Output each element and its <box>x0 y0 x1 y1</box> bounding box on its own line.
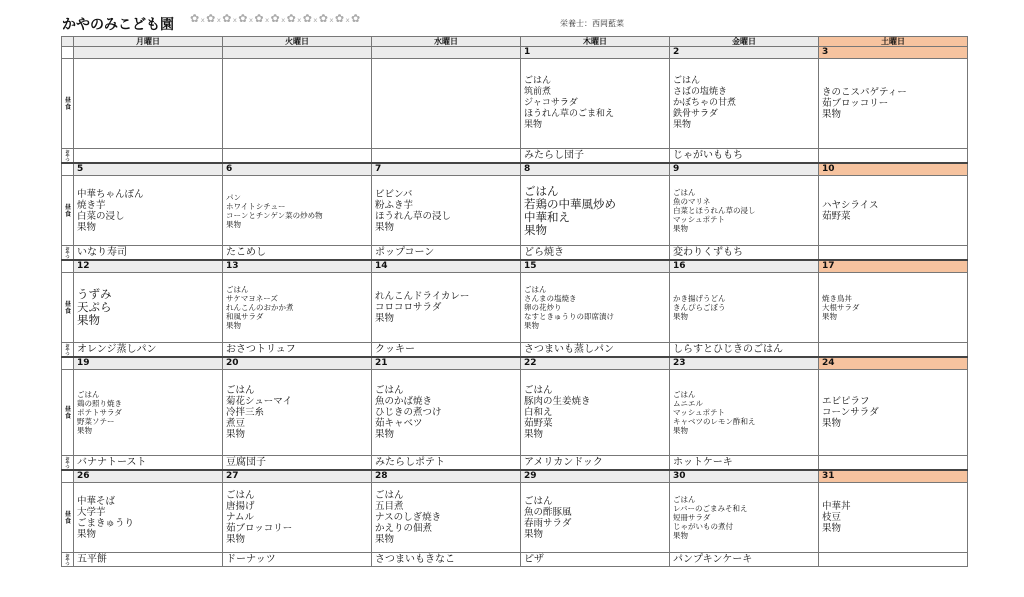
snack-label: おやつ <box>62 553 74 567</box>
lunch-item: さんまの塩焼き <box>524 294 577 303</box>
date-row-side <box>62 357 74 370</box>
lunch-cell <box>819 483 968 553</box>
lunch-item: ナスのしぎ焼き <box>375 512 442 523</box>
lunch-item: 中華丼 <box>822 501 851 512</box>
lunch-cell <box>372 176 521 246</box>
date-cell: 5 <box>74 163 223 176</box>
flower-decoration: ✿ₓ✿ₓ✿ₓ✿ₓ✿ₓ✿ₓ✿ₓ✿ₓ✿ₓ✿ₓ✿ <box>190 12 362 25</box>
lunch-item: れんこんのおかか煮 <box>226 303 294 312</box>
lunch-item: ごまきゅうり <box>77 517 135 529</box>
snack-cell: たこめし <box>223 246 372 261</box>
lunch-item: 野菜ソテー <box>77 417 115 426</box>
lunch-item: 果物 <box>375 313 395 324</box>
lunch-cell <box>819 59 968 149</box>
lunch-item: 大根サラダ <box>822 303 860 312</box>
snack-cell <box>223 149 372 164</box>
lunch-item: 果物 <box>375 429 395 440</box>
lunch-cell <box>372 370 521 456</box>
lunch-item: 焼き鳥丼 <box>822 294 852 303</box>
lunch-item: 果物 <box>673 224 688 233</box>
lunch-item: 果物 <box>524 528 544 540</box>
lunch-item: サケマヨネーズ <box>226 294 278 303</box>
snack-cell <box>74 149 223 164</box>
snack-label: おやつ <box>62 149 74 164</box>
snack-label: おやつ <box>62 246 74 261</box>
snack-cell: ピザ <box>521 553 670 567</box>
lunch-item: ごはん <box>673 188 696 197</box>
lunch-item: 白菜とほうれん草の浸し <box>673 206 756 215</box>
weekday-header-tue: 火曜日 <box>223 37 372 47</box>
date-cell: 1 <box>521 47 670 59</box>
snack-cell: しらすとひじきのごはん <box>670 343 819 358</box>
lunch-cell <box>223 370 372 456</box>
date-row-side <box>62 260 74 273</box>
date-cell <box>372 47 521 59</box>
lunch-item: 鶏の照り焼き <box>77 399 122 408</box>
date-cell: 16 <box>670 260 819 273</box>
lunch-item: 果物 <box>375 534 395 545</box>
lunch-item: 果物 <box>822 523 842 534</box>
lunch-item: 果物 <box>226 429 246 440</box>
lunch-item: 中華和え <box>524 209 570 224</box>
date-cell: 21 <box>372 357 521 370</box>
lunch-item: なすときゅうりの即席漬け <box>524 312 614 321</box>
lunch-cell <box>670 59 819 149</box>
lunch-row <box>62 273 968 343</box>
lunch-cell <box>819 370 968 456</box>
snack-cell <box>819 553 968 567</box>
lunch-cell <box>74 370 223 456</box>
date-cell: 30 <box>670 470 819 483</box>
lunch-item: 冷拌三糸 <box>226 407 265 418</box>
lunch-item: 煮豆 <box>226 418 246 429</box>
date-row <box>62 260 968 273</box>
date-cell: 26 <box>74 470 223 483</box>
lunch-item: レバーのごまみそ和え <box>673 504 748 513</box>
snack-cell: ポップコーン <box>372 246 521 261</box>
date-cell: 29 <box>521 470 670 483</box>
lunch-item: 枝豆 <box>822 512 842 523</box>
lunch-cell <box>819 273 968 343</box>
lunch-item: 果物 <box>524 429 544 440</box>
lunch-item: 果物 <box>375 221 395 233</box>
snack-cell: パンプキンケーキ <box>670 553 819 567</box>
snack-cell: クッキー <box>372 343 521 358</box>
date-row <box>62 470 968 483</box>
lunch-item: 和風サラダ <box>226 312 264 321</box>
lunch-cell <box>521 483 670 553</box>
lunch-item: 果物 <box>524 321 539 330</box>
lunch-item: ビビンバ <box>375 188 413 200</box>
lunch-item: ひじきの煮つけ <box>375 407 442 418</box>
date-cell <box>74 47 223 59</box>
lunch-cell <box>223 176 372 246</box>
lunch-item: 粉ふき芋 <box>375 199 414 211</box>
lunch-item: 魚の酢豚風 <box>524 506 572 518</box>
weeks-body <box>62 47 968 567</box>
lunch-item: パン <box>226 192 241 202</box>
lunch-item: ジャコサラダ <box>524 98 578 108</box>
snack-cell: オレンジ蒸しパン <box>74 343 223 358</box>
lunch-item: 果物 <box>226 321 241 330</box>
date-cell: 14 <box>372 260 521 273</box>
snack-cell: アメリカンドック <box>521 456 670 471</box>
snack-cell: 豆腐団子 <box>223 456 372 471</box>
lunch-cell <box>521 273 670 343</box>
lunch-item: 筑前煮 <box>524 87 552 97</box>
lunch-item: キャベツのレモン酢和え <box>673 417 756 426</box>
lunch-item: れんこんドライカレー <box>375 291 470 302</box>
lunch-item: 白菜の浸し <box>77 210 125 222</box>
lunch-cell <box>372 59 521 149</box>
lunch-item: 大学芋 <box>77 506 106 518</box>
lunch-cell <box>372 273 521 343</box>
lunch-item: ごはん <box>673 495 696 504</box>
lunch-item: 中華ちゃんぽん <box>77 188 144 200</box>
lunch-item: 果物 <box>822 109 842 120</box>
lunch-item: 鉄骨サラダ <box>673 109 718 119</box>
weekday-header-row <box>62 37 968 47</box>
snack-cell: いなり寿司 <box>74 246 223 261</box>
date-cell: 3 <box>819 47 968 59</box>
date-row <box>62 357 968 370</box>
snack-cell: バナナトースト <box>74 456 223 471</box>
lunch-item: 菊花シューマイ <box>226 396 293 407</box>
lunch-label: 昼食 <box>62 370 74 456</box>
lunch-item: 果物 <box>524 222 547 237</box>
lunch-item: ごはん <box>226 385 255 396</box>
lunch-row <box>62 370 968 456</box>
lunch-item: ごはん <box>524 285 547 294</box>
snack-cell <box>819 343 968 358</box>
page-title: かやのみこども園 <box>62 17 174 33</box>
lunch-item: 魚のマリネ <box>673 197 711 206</box>
snack-cell <box>372 149 521 164</box>
snack-row <box>62 149 968 164</box>
date-row <box>62 47 968 59</box>
snack-row <box>62 343 968 358</box>
snack-label: おやつ <box>62 343 74 358</box>
weekday-header-thu: 木曜日 <box>521 37 670 47</box>
date-cell: 17 <box>819 260 968 273</box>
lunch-item: ナムル <box>226 512 255 523</box>
dietitian-label: 栄養士：西岡藍菜 <box>560 19 624 28</box>
lunch-item: 五目煮 <box>375 501 404 512</box>
weekday-header-sat: 土曜日 <box>819 37 968 47</box>
lunch-item: コーンとチンゲン菜の炒め物 <box>226 210 323 220</box>
lunch-item: 果物 <box>822 312 837 321</box>
lunch-item: 果物 <box>77 528 97 540</box>
lunch-cell <box>521 59 670 149</box>
lunch-item: じゃがいもの煮付 <box>673 522 733 531</box>
lunch-label: 昼食 <box>62 483 74 553</box>
date-cell: 24 <box>819 357 968 370</box>
lunch-item: かき揚げうどん <box>673 294 726 303</box>
lunch-item: さばの塩焼き <box>673 87 728 97</box>
lunch-item: 果物 <box>77 426 92 435</box>
lunch-item: ごはん <box>673 390 696 399</box>
lunch-cell <box>74 59 223 149</box>
snack-cell: さつまいも蒸しパン <box>521 343 670 358</box>
snack-cell <box>819 149 968 164</box>
date-cell: 22 <box>521 357 670 370</box>
lunch-cell <box>670 176 819 246</box>
lunch-item: コーンサラダ <box>822 407 879 418</box>
lunch-item: ごはん <box>524 495 553 507</box>
lunch-row <box>62 176 968 246</box>
lunch-item: ほうれん草の浸し <box>375 210 452 222</box>
lunch-item: 唐揚げ <box>226 501 255 512</box>
date-row <box>62 163 968 176</box>
lunch-item: ほうれん草のごま和え <box>524 109 615 119</box>
lunch-item: 果物 <box>673 531 688 540</box>
weekday-header-fri: 金曜日 <box>670 37 819 47</box>
lunch-item: 茹ブロッコリー <box>822 98 889 109</box>
snack-cell: ドーナッツ <box>223 553 372 567</box>
lunch-item: エビピラフ <box>822 396 870 407</box>
lunch-cell <box>670 483 819 553</box>
lunch-item: ごはん <box>77 390 100 399</box>
lunch-cell <box>521 176 670 246</box>
snack-label: おやつ <box>62 456 74 471</box>
snack-cell: みたらしポテト <box>372 456 521 471</box>
snack-cell: みたらし団子 <box>521 149 670 164</box>
lunch-item: 春雨サラダ <box>524 517 572 529</box>
lunch-item: 焼き芋 <box>77 199 106 211</box>
lunch-item: 果物 <box>673 426 688 435</box>
lunch-cell <box>74 176 223 246</box>
date-row-side <box>62 470 74 483</box>
lunch-item: ごはん <box>375 490 404 501</box>
date-cell: 7 <box>372 163 521 176</box>
lunch-item: コロコロサラダ <box>375 302 442 313</box>
lunch-cell <box>223 273 372 343</box>
snack-row <box>62 246 968 261</box>
lunch-cell <box>670 370 819 456</box>
lunch-item: かぼちゃの甘煮 <box>673 98 737 108</box>
lunch-item: 茹野菜 <box>822 210 851 222</box>
menu-calendar-table <box>61 36 968 567</box>
lunch-item: 天ぷら <box>77 300 112 314</box>
lunch-item: ホワイトシチュー <box>226 201 286 211</box>
lunch-cell <box>372 483 521 553</box>
lunch-item: マッシュポテト <box>673 215 726 224</box>
lunch-item: うずみ <box>77 287 112 301</box>
lunch-item: 果物 <box>226 219 241 229</box>
lunch-item: 茹キャベツ <box>375 418 423 429</box>
date-cell: 9 <box>670 163 819 176</box>
date-cell: 13 <box>223 260 372 273</box>
date-cell: 15 <box>521 260 670 273</box>
lunch-row <box>62 59 968 149</box>
snack-cell: 変わりくずもち <box>670 246 819 261</box>
lunch-item: きのこスパゲティー <box>822 87 907 98</box>
lunch-item: ごはん <box>226 490 255 501</box>
date-cell: 10 <box>819 163 968 176</box>
page-header <box>62 10 967 32</box>
snack-cell <box>819 246 968 261</box>
lunch-item: ごはん <box>524 183 559 198</box>
lunch-item: 短冊サラダ <box>673 513 711 522</box>
date-row-side <box>62 47 74 59</box>
snack-cell: じゃがいももち <box>670 149 819 164</box>
lunch-item: 果物 <box>673 120 692 130</box>
corner-cell <box>62 37 74 47</box>
lunch-item: かえりの佃煮 <box>375 523 433 534</box>
lunch-item: 果物 <box>822 418 842 429</box>
snack-cell: さつまいもきなこ <box>372 553 521 567</box>
snack-cell: ホットケーキ <box>670 456 819 471</box>
lunch-cell <box>74 483 223 553</box>
lunch-row <box>62 483 968 553</box>
lunch-item: 白和え <box>524 407 553 418</box>
lunch-item: きんぴらごぼう <box>673 303 726 312</box>
date-cell: 28 <box>372 470 521 483</box>
lunch-item: マッシュポテト <box>673 408 726 417</box>
date-cell: 8 <box>521 163 670 176</box>
lunch-item: 中華そば <box>77 495 116 507</box>
lunch-item: ごはん <box>226 285 249 294</box>
lunch-item: 果物 <box>77 221 97 233</box>
lunch-item: ごはん <box>375 385 404 396</box>
weekday-header-mon: 月曜日 <box>74 37 223 47</box>
lunch-item: 茹ブロッコリー <box>226 523 293 534</box>
lunch-item: ごはん <box>673 76 701 86</box>
date-row-side <box>62 163 74 176</box>
snack-row <box>62 456 968 471</box>
lunch-item: 果物 <box>524 120 543 130</box>
snack-cell: おさつトリュフ <box>223 343 372 358</box>
lunch-item: ごはん <box>524 385 553 396</box>
lunch-cell <box>223 59 372 149</box>
lunch-item: 茹野菜 <box>524 418 553 429</box>
lunch-item: ムニエル <box>673 399 703 408</box>
date-cell: 6 <box>223 163 372 176</box>
lunch-item: ポテトサラダ <box>77 408 122 417</box>
lunch-label: 昼食 <box>62 176 74 246</box>
date-cell: 19 <box>74 357 223 370</box>
date-cell: 27 <box>223 470 372 483</box>
lunch-item: 若鶏の中華風炒め <box>524 196 616 211</box>
lunch-item: 卵の花炒り <box>524 303 562 312</box>
snack-cell: 五平餅 <box>74 553 223 567</box>
date-cell: 2 <box>670 47 819 59</box>
lunch-item: ハヤシライス <box>822 199 879 211</box>
lunch-label: 昼食 <box>62 273 74 343</box>
weekday-header-wed: 水曜日 <box>372 37 521 47</box>
lunch-cell <box>521 370 670 456</box>
lunch-item: 果物 <box>673 312 688 321</box>
lunch-label: 昼食 <box>62 59 74 149</box>
snack-row <box>62 553 968 567</box>
lunch-item: 果物 <box>226 534 246 545</box>
lunch-cell <box>223 483 372 553</box>
date-cell <box>223 47 372 59</box>
lunch-cell <box>74 273 223 343</box>
date-cell: 23 <box>670 357 819 370</box>
lunch-item: ごはん <box>524 76 552 86</box>
date-cell: 12 <box>74 260 223 273</box>
lunch-item: 魚のかば焼き <box>375 396 433 407</box>
snack-cell: どら焼き <box>521 246 670 261</box>
lunch-cell <box>819 176 968 246</box>
snack-cell <box>819 456 968 471</box>
date-cell: 20 <box>223 357 372 370</box>
lunch-cell <box>670 273 819 343</box>
lunch-item: 豚肉の生姜焼き <box>524 396 591 407</box>
lunch-item: 果物 <box>77 313 100 327</box>
date-cell: 31 <box>819 470 968 483</box>
